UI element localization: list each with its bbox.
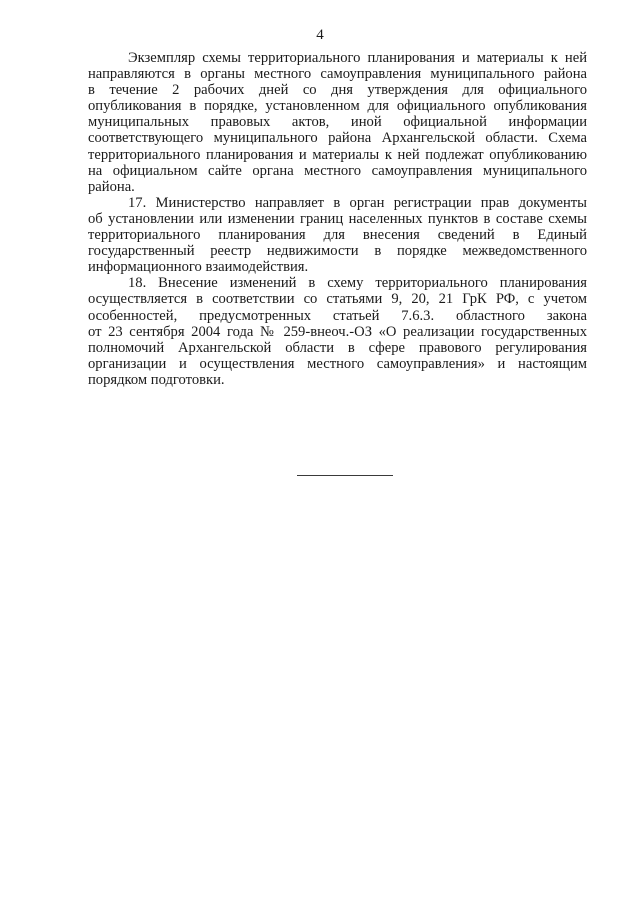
text-line: района. [88, 178, 135, 195]
text-line: от 23 сентября 2004 года № 259-внеоч.-ОЗ «О реализации государственных [88, 323, 587, 340]
text-line: особенностей, предусмотренных статьей 7.6.3. областного закона [88, 307, 587, 324]
text-line: в течение 2 рабочих дней со дня утверждения для официального [88, 82, 587, 99]
end-of-document-rule [297, 475, 393, 476]
text-line: на официальном сайте органа местного самоуправления муниципального [88, 162, 587, 179]
text-line: территориального планирования и материалы к ней подлежат опубликованию [88, 146, 587, 163]
document-body [88, 50, 587, 388]
text-line: осуществляется в соответствии со статьями 9, 20, 21 ГрК РФ, с учетом [88, 291, 587, 308]
text-line: Экземпляр схемы территориального планирования и материалы к ней [128, 50, 587, 66]
text-line: информационного взаимодействия. [88, 259, 309, 276]
paragraph-18 [88, 275, 587, 388]
text-line: соответствующего муниципального района Архангельской области. Схема [88, 130, 587, 147]
text-line: направляются в органы местного самоуправления муниципального района [88, 66, 587, 83]
text-line: порядком подготовки. [88, 371, 225, 388]
text-line: опубликования в порядке, установленном для официального опубликования [88, 98, 587, 115]
text-line: государственный реестр недвижимости в порядке межведомственного [88, 243, 587, 260]
text-line: 17. Министерство направляет в орган регистрации прав документы [128, 194, 587, 211]
text-line: полномочий Архангельской области в сфере правового регулирования [88, 339, 587, 356]
text-line: 18. Внесение изменений в схему территориального планирования [128, 275, 587, 292]
text-line: муниципальных правовых актов, иной официальной информации [88, 114, 587, 131]
text-line: об установлении или изменении границ населенных пунктов в составе схемы [88, 210, 587, 227]
paragraph-17 [88, 195, 587, 275]
page-number: 4 [316, 27, 324, 43]
text-line: организации и осуществления местного самоуправления» и настоящим [88, 355, 587, 372]
text-line: территориального планирования для внесения сведений в Единый [88, 227, 587, 244]
paragraph-publication [88, 50, 587, 195]
